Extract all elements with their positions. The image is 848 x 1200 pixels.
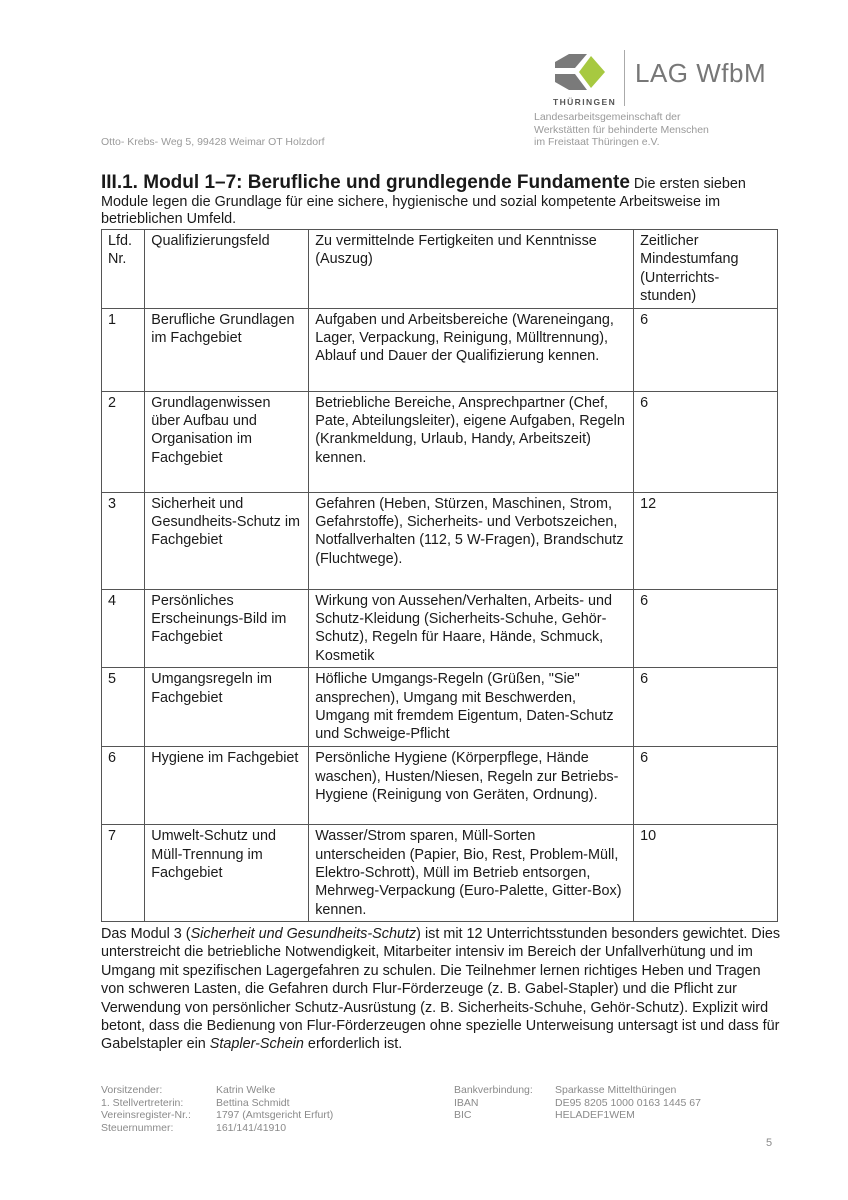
cell-nr: 7 [102, 825, 145, 922]
cell-hours: 6 [634, 589, 778, 668]
paragraph-text: ) ist mit 12 Unterrichtsstunden besonders gewichtet. Dies unterstreicht die betriebliche Notwendigkeit, Mitarbeiter intensiv im Bereich der Unfallverhütung und im Umgang mit spezifischen Lagergefahren zu schulen. Die Teilnehmer lernen richtiges Heben und Tragen von schweren Lasten, die Gefahren durch Flur-Förderzeuge (z. B. Gabel-Stapler) und die Pflicht zur Verwendung von persönlicher Schutz-Ausrüstung (z. B. Sicherheits-Schuhe, Gehör-Schutz). Explizit wird betont, dass die Bedienung von Flur-Förderzeugen ohne spezielle Unterweisung untersagt ist und dass für Gabelstapler ein [101, 926, 781, 1053]
paragraph-text: erforderlich ist. [303, 1036, 403, 1053]
table-row [102, 747, 778, 825]
footer-value: Sparkasse Mittelthüringen [555, 1084, 677, 1096]
table-row [102, 589, 778, 668]
sender-address: Otto- Krebs- Weg 5, 99428 Weimar OT Holzdorf [101, 136, 325, 148]
footer-label: Bankverbindung: [454, 1084, 533, 1096]
cell-hours: 6 [634, 391, 778, 492]
cell-content: Betriebliche Bereiche, Ansprechpartner (Chef, Pate, Abteilungsleiter), eigene Aufgaben, Regeln (Krankmeldung, Urlaub, Handy, Arbeitszeit) kennen. [309, 391, 634, 492]
cell-content: Gefahren (Heben, Stürzen, Maschinen, Strom, Gefahrstoffe), Sicherheits- und Verbotszeichen, Notfallverhalten (112, 5 W-Fragen), Brandschutz (Fluchtwege). [309, 492, 634, 589]
header-nr: Lfd. Nr. [102, 230, 145, 309]
cell-nr: 4 [102, 589, 145, 668]
footer-value: Bettina Schmidt [216, 1096, 290, 1109]
footer-association-info [101, 1084, 333, 1135]
cell-nr: 2 [102, 391, 145, 492]
cell-content: Aufgaben und Arbeitsbereiche (Wareneingang, Lager, Verpackung, Reinigung, Mülltrennung), Ablauf und Dauer der Qualifizierung kennen. [309, 308, 634, 391]
header-hours: Zeitlicher Mindestumfang (Unterrichts-stunden) [634, 230, 778, 309]
paragraph-emphasis: Stapler-Schein [209, 1036, 304, 1053]
logo-region: THÜRINGEN [553, 97, 617, 107]
logo-brand: LAG WfbM [635, 58, 767, 88]
cell-field: Sicherheit und Gesundheits-Schutz im Fachgebiet [145, 492, 309, 589]
footer-row [101, 1122, 333, 1135]
header-field: Qualifizierungsfeld [145, 230, 309, 309]
cell-content: Persönliche Hygiene (Körperpflege, Hände waschen), Husten/Niesen, Regeln zur Betriebs-Hygiene (Reinigung von Geräten, Ordnung). [309, 747, 634, 825]
table-row [102, 668, 778, 747]
cell-field: Umgangsregeln im Fachgebiet [145, 668, 309, 747]
footer-label: Vorsitzender: [101, 1084, 163, 1096]
footer-value: 161/141/41910 [216, 1122, 287, 1135]
table-row [102, 391, 778, 492]
footer-label: 1. Stellvertreterin: [101, 1096, 184, 1109]
org-line: Landesarbeitsgemeinschaft der [534, 111, 681, 123]
footer-value: Katrin Welke [216, 1084, 276, 1096]
cell-field: Persönliches Erscheinungs-Bild im Fachgebiet [145, 589, 309, 668]
cell-hours: 6 [634, 747, 778, 825]
footer-value: 1797 (Amtsgericht Erfurt) [216, 1109, 334, 1122]
table-row [102, 308, 778, 391]
cell-field: Hygiene im Fachgebiet [145, 747, 309, 825]
module-table [101, 229, 778, 922]
paragraph-emphasis: Sicherheit und Gesundheits-Schutz [190, 926, 417, 942]
footer-label: Steuernummer: [101, 1122, 174, 1135]
table-row [102, 492, 778, 589]
cell-nr: 6 [102, 747, 145, 825]
cell-field: Grundlagenwissen über Aufbau und Organisation im Fachgebiet [145, 391, 309, 492]
cell-field: Umwelt-Schutz und Müll-Trennung im Fachgebiet [145, 825, 309, 922]
org-line: im Freistaat Thüringen e.V. [534, 136, 660, 148]
footer-row [454, 1097, 701, 1110]
header-content: Zu vermittelnde Fertigkeiten und Kenntnisse (Auszug) [309, 230, 634, 309]
footer-bank-info [454, 1084, 701, 1122]
footer-row [101, 1097, 333, 1110]
cell-nr: 3 [102, 492, 145, 589]
footer-label: Vereinsregister-Nr.: [101, 1109, 191, 1122]
page-number: 5 [766, 1137, 773, 1149]
table-row [102, 825, 778, 922]
cell-hours: 6 [634, 668, 778, 747]
footer-row [454, 1084, 701, 1097]
lag-wfbm-logo [550, 50, 770, 110]
paragraph-text: Das Modul 3 ( [101, 926, 191, 942]
cell-content: Wasser/Strom sparen, Müll-Sorten unterscheiden (Papier, Bio, Rest, Problem-Müll, Elektro-Schrott), Müll im Betrieb entsorgen, Mehrweg-Verpackung (Euro-Palette, Gitter-Box) kennen. [309, 825, 634, 922]
logo-mark-icon [553, 52, 609, 98]
footer-row [101, 1084, 333, 1097]
cell-nr: 1 [102, 308, 145, 391]
section-intro [101, 174, 781, 229]
footer-value: DE95 8205 1000 0163 1445 67 [555, 1096, 701, 1109]
cell-hours: 10 [634, 825, 778, 922]
cell-hours: 6 [634, 308, 778, 391]
module3-paragraph [101, 925, 781, 1054]
cell-field: Berufliche Grundlagen im Fachgebiet [145, 308, 309, 391]
organization-name [534, 111, 709, 149]
footer-row [101, 1109, 333, 1122]
logo-divider [624, 50, 625, 106]
footer-row [454, 1109, 701, 1122]
org-line: Werkstätten für behinderte Menschen [534, 123, 709, 136]
footer-label: BIC [454, 1109, 472, 1122]
cell-content: Wirkung von Aussehen/Verhalten, Arbeits- und Schutz-Kleidung (Sicherheits-Schuhe, Gehör-Schutz), Regeln für Haare, Hände, Schmuck, Kosmetik [309, 589, 634, 668]
cell-hours: 12 [634, 492, 778, 589]
table-header-row [102, 230, 778, 309]
cell-content: Höfliche Umgangs-Regeln (Grüßen, "Sie" ansprechen), Umgang mit Beschwerden, Umgang mit fremdem Eigentum, Daten-Schutz und Schweige-Pflicht [309, 668, 634, 747]
footer-label: IBAN [454, 1096, 479, 1109]
section-intro-text: Die ersten sieben Module legen die Grundlage für eine sichere, hygienische und sozial kompetente Arbeitsweise im betrieblichen Umfeld. [101, 176, 746, 227]
section-heading: III.1. Modul 1–7: Berufliche und grundlegende Fundamente [101, 172, 630, 193]
footer-value: HELADEF1WEM [555, 1109, 635, 1122]
cell-nr: 5 [102, 668, 145, 747]
